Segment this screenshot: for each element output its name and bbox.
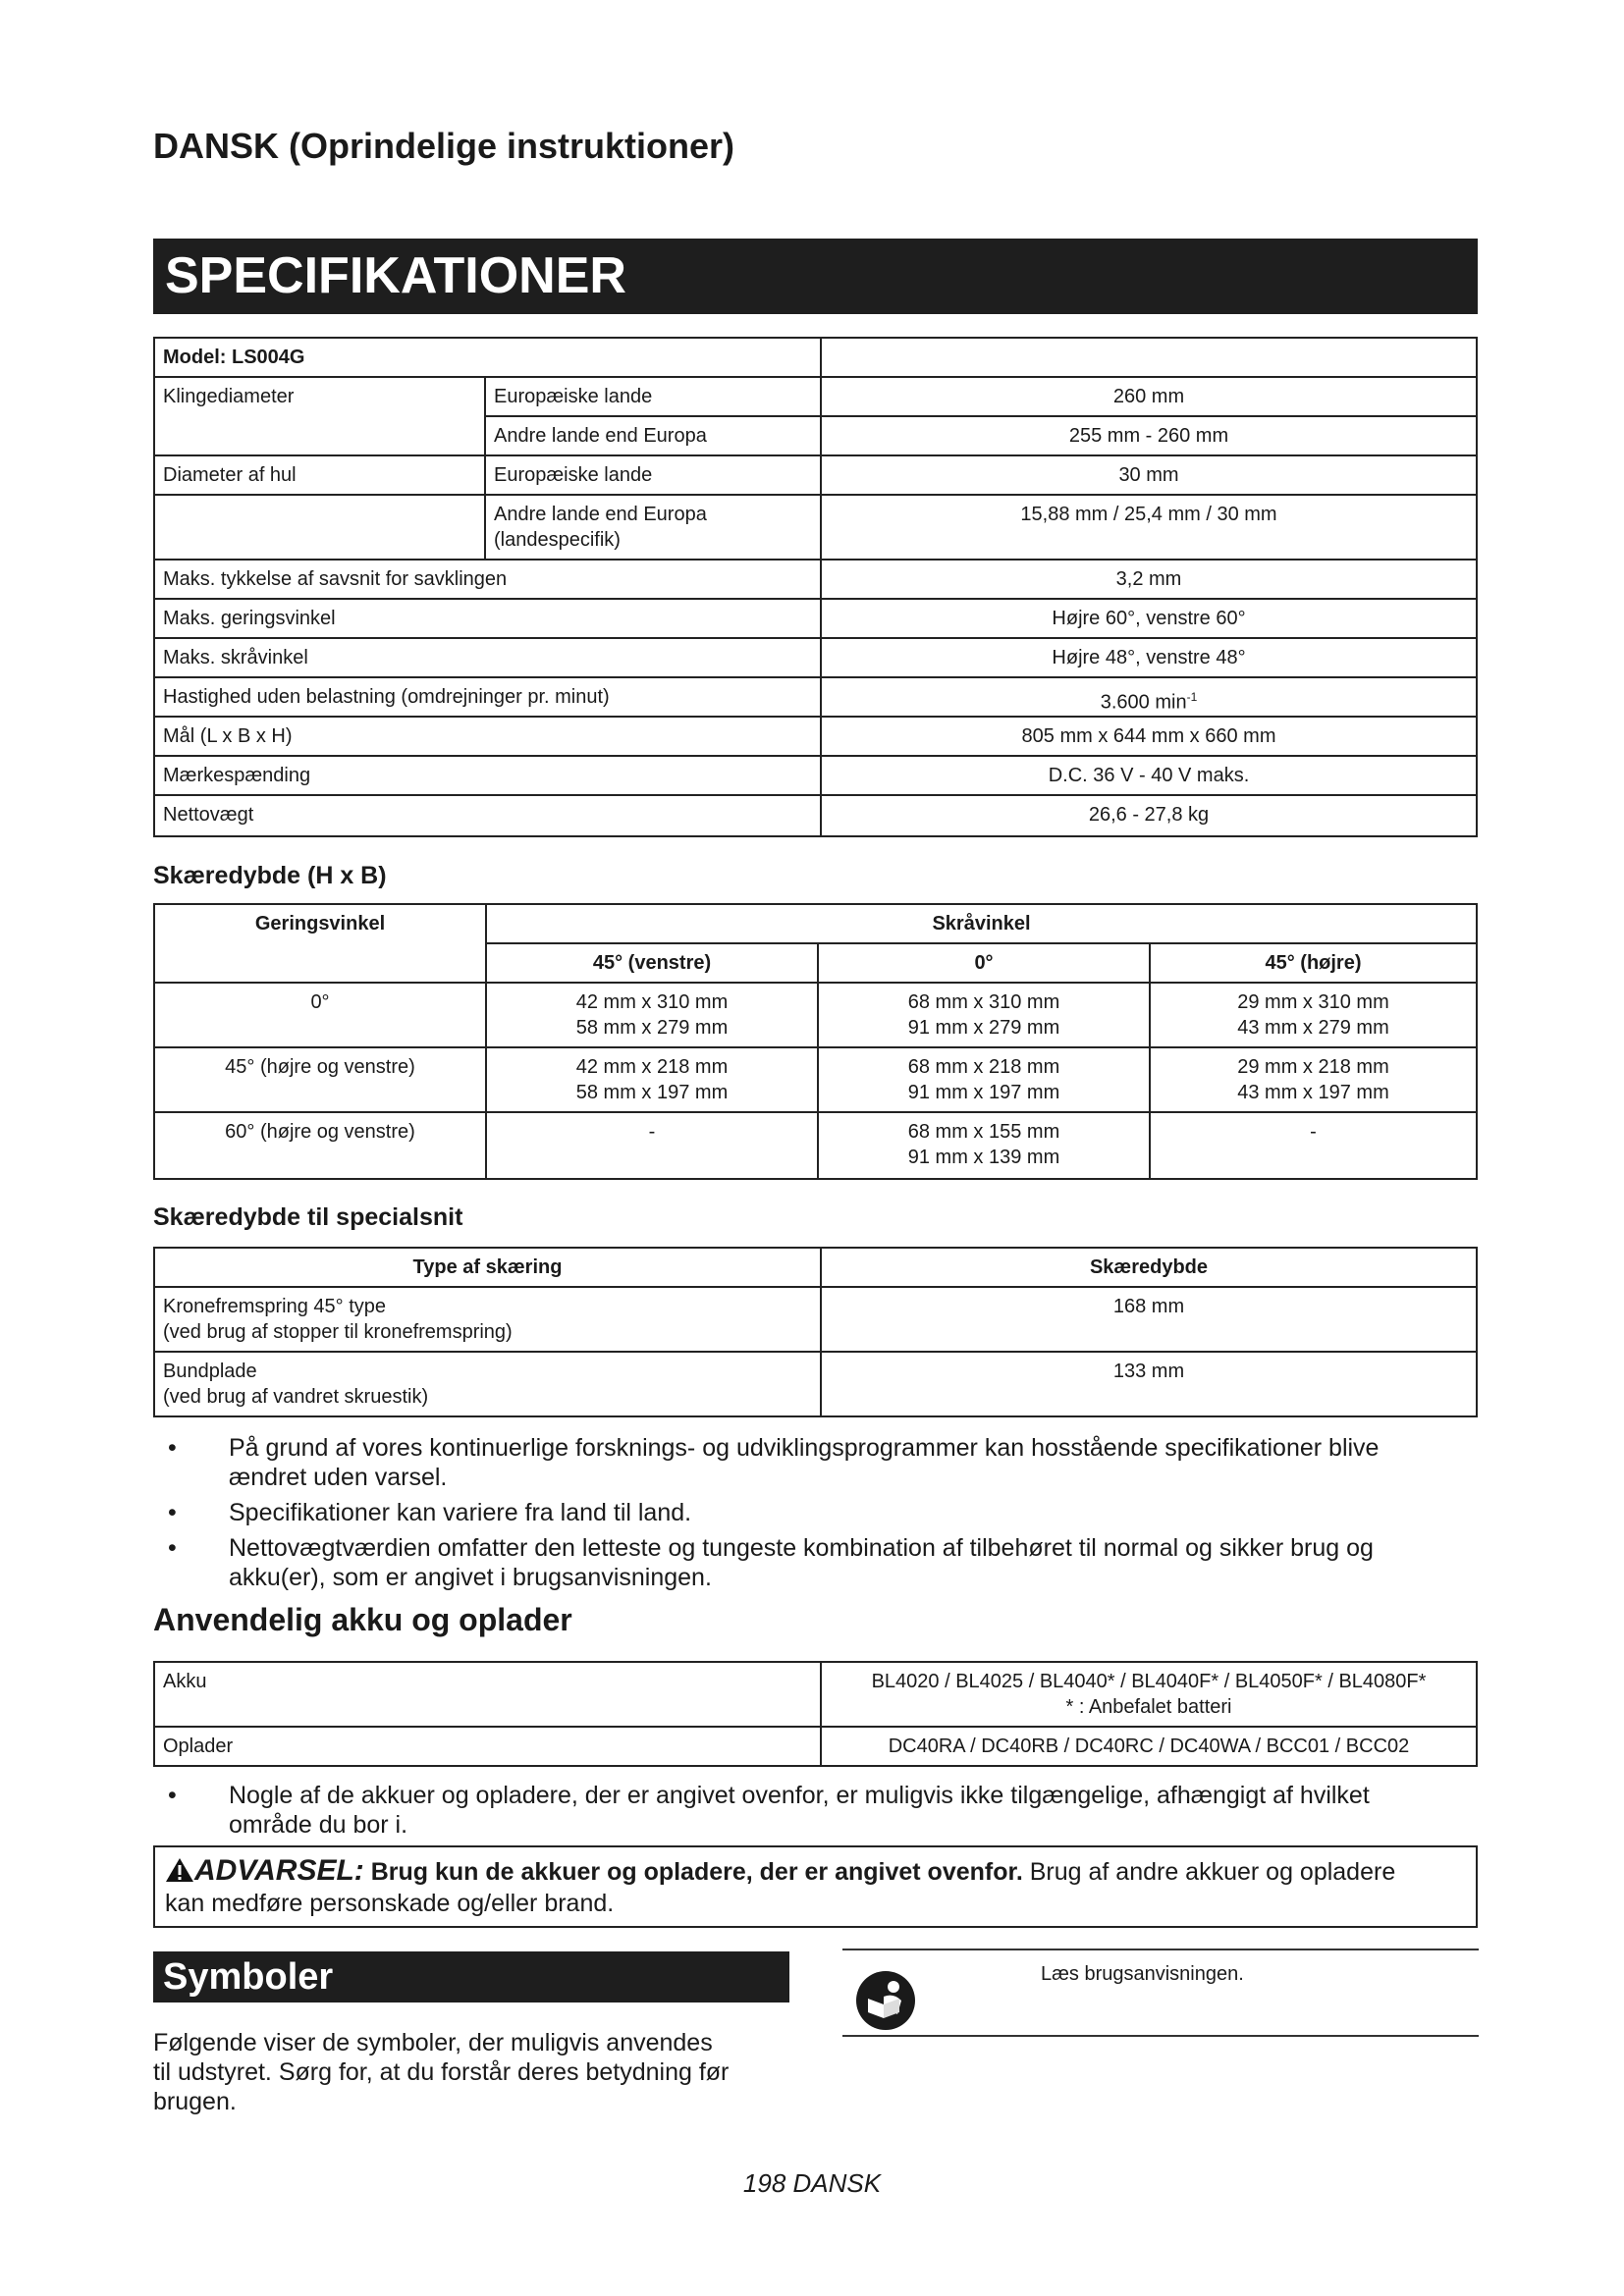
col-header-miter: Geringsvinkel xyxy=(153,903,487,984)
read-manual-icon xyxy=(854,1969,917,2037)
miter-label: Maks. geringsvinkel xyxy=(153,598,822,639)
section-title-symbols: Symboler xyxy=(153,1951,789,2002)
table-cell: 168 mm xyxy=(820,1286,1478,1353)
blade-diameter-other-value: 255 mm - 260 mm xyxy=(820,415,1478,456)
hole-diameter-eu-value: 30 mm xyxy=(820,454,1478,496)
table-cell: - xyxy=(1149,1111,1478,1180)
battery-label: Akku xyxy=(153,1661,822,1728)
note-3: • Nettovægtværdien omfatter den letteste og tungeste kombination af tilbehøret til normal og sikker brug og akku(er), som er angivet i brugsanvisningen. xyxy=(168,1534,1374,1591)
table-cell: 68 mm x 310 mm 91 mm x 279 mm xyxy=(817,982,1151,1048)
battery-charger-title: Anvendelig akku og oplader xyxy=(153,1602,572,1637)
charger-label: Oplader xyxy=(153,1726,822,1767)
symbols-description: Følgende viser de symboler, der muligvis anvendes til udstyret. Sørg for, at du forstår deres betydning før brugen. xyxy=(153,2029,730,2115)
blade-diameter-eu-label: Europæiske lande xyxy=(484,376,822,417)
bevel-value: Højre 48°, venstre 48° xyxy=(820,637,1478,678)
hole-diameter-other-label-line2: (landespecifik) xyxy=(494,529,621,551)
battery-availability-note: • Nogle af de akkuer og opladere, der er angivet ovenfor, er muligvis ikke tilgængelige, afhængigt af hvilket område du bor i. xyxy=(168,1782,1370,1839)
bevel-label: Maks. skråvinkel xyxy=(153,637,822,678)
note-2: • Specifikationer kan variere fra land til land. xyxy=(168,1499,692,1526)
warning-bold-text: Brug kun de akkuer og opladere, der er angivet ovenfor. xyxy=(370,1858,1023,1886)
col-header-bevel-right: 45° (højre) xyxy=(1149,942,1478,984)
model-value-cell xyxy=(820,337,1478,378)
special-cut-title: Skæredybde til specialsnit xyxy=(153,1203,463,1231)
hole-diameter-label: Diameter af hul xyxy=(153,454,486,561)
kerf-label: Maks. tykkelse af savsnit for savklingen xyxy=(153,559,822,600)
kerf-value: 3,2 mm xyxy=(820,559,1478,600)
speed-value: 3.600 min xyxy=(1100,691,1187,714)
col-header-cut-depth: Skæredybde xyxy=(820,1247,1478,1288)
hole-diameter-other-label-line1: Andre lande end Europa xyxy=(494,504,707,525)
dimensions-value: 805 mm x 644 mm x 660 mm xyxy=(820,716,1478,757)
warning-box xyxy=(153,1845,1478,1928)
dimensions-label: Mål (L x B x H) xyxy=(153,716,822,757)
warning-text-cont: kan medføre personskade og/eller brand. xyxy=(165,1890,615,1917)
table-cell: 29 mm x 310 mm 43 mm x 279 mm xyxy=(1149,982,1478,1048)
table-cell: 29 mm x 218 mm 43 mm x 197 mm xyxy=(1149,1046,1478,1113)
col-header-bevel-left: 45° (venstre) xyxy=(485,942,819,984)
warning-text: Brug af andre akkuer og opladere xyxy=(1029,1858,1396,1886)
section-title-specifications: SPECIFIKATIONER xyxy=(153,239,1478,314)
cutting-capacity-title: Skæredybde (H x B) xyxy=(153,862,387,889)
page-footer: 198 DANSK xyxy=(742,2168,882,2198)
table-cell: - xyxy=(485,1111,819,1180)
warning-triangle-icon xyxy=(165,1857,194,1883)
bullet: • xyxy=(168,1534,177,1562)
table-cell: 68 mm x 218 mm 91 mm x 197 mm xyxy=(817,1046,1151,1113)
charger-value: DC40RA / DC40RB / DC40RC / DC40WA / BCC01 / BCC02 xyxy=(820,1726,1478,1767)
table-row-miter: 60° (højre og venstre) xyxy=(153,1111,487,1180)
warning-label: ADVARSEL: xyxy=(194,1854,364,1887)
col-header-bevel: Skråvinkel xyxy=(485,903,1478,944)
col-header-cut-type: Type af skæring xyxy=(153,1247,822,1288)
blade-diameter-label: Klingediameter xyxy=(153,376,486,496)
language-title: DANSK (Oprindelige instruktioner) xyxy=(153,126,735,166)
model-label: Model: LS004G xyxy=(153,337,822,378)
symbol-table-top-line xyxy=(842,1949,1479,1950)
table-row: Bundplade (ved brug af vandret skruestik) xyxy=(153,1351,822,1417)
table-cell: 133 mm xyxy=(820,1351,1478,1417)
weight-value: 26,6 - 27,8 kg xyxy=(820,794,1478,837)
blade-diameter-other-label: Andre lande end Europa xyxy=(484,415,822,456)
bullet: • xyxy=(168,1434,177,1462)
table-cell: 42 mm x 218 mm 58 mm x 197 mm xyxy=(485,1046,819,1113)
table-cell: 68 mm x 155 mm 91 mm x 139 mm xyxy=(817,1111,1151,1180)
speed-unit-exponent: -1 xyxy=(1186,690,1198,704)
col-header-bevel-zero: 0° xyxy=(817,942,1151,984)
symbol-table-bottom-line xyxy=(842,2035,1479,2037)
speed-value-cell xyxy=(820,676,1478,718)
weight-label: Nettovægt xyxy=(153,794,822,837)
note-1: • På grund af vores kontinuerlige forsknings- og udviklingsprogrammer kan hosstående specifikationer blive ændret uden varsel. xyxy=(168,1434,1380,1491)
miter-value: Højre 60°, venstre 60° xyxy=(820,598,1478,639)
hole-diameter-eu-label: Europæiske lande xyxy=(484,454,822,496)
read-manual-label: Læs brugsanvisningen. xyxy=(1041,1963,1244,1985)
speed-label: Hastighed uden belastning (omdrejninger pr. minut) xyxy=(153,676,822,718)
table-cell: 42 mm x 310 mm 58 mm x 279 mm xyxy=(485,982,819,1048)
hole-diameter-other-label xyxy=(484,494,822,561)
battery-value: BL4020 / BL4025 / BL4040* / BL4040F* / BL4050F* / BL4080F* * : Anbefalet batteri xyxy=(820,1661,1478,1728)
table-row-miter: 0° xyxy=(153,982,487,1048)
voltage-value: D.C. 36 V - 40 V maks. xyxy=(820,755,1478,796)
hole-diameter-other-value: 15,88 mm / 25,4 mm / 30 mm xyxy=(820,494,1478,561)
voltage-label: Mærkespænding xyxy=(153,755,822,796)
bullet: • xyxy=(168,1782,177,1809)
bullet: • xyxy=(168,1499,177,1526)
table-row: Kronefremspring 45° type (ved brug af stopper til kronefremspring) xyxy=(153,1286,822,1353)
table-row-miter: 45° (højre og venstre) xyxy=(153,1046,487,1113)
blade-diameter-eu-value: 260 mm xyxy=(820,376,1478,417)
